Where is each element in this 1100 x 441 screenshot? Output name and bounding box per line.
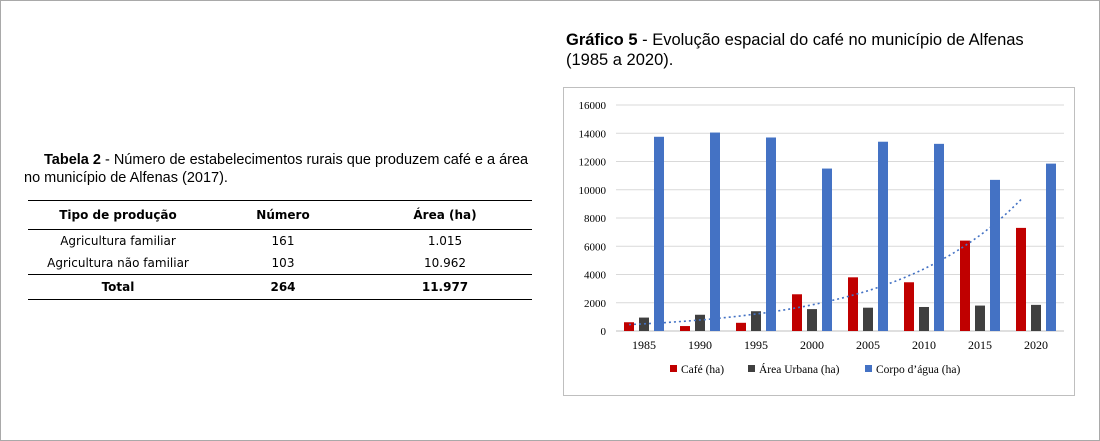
x-tick-label: 2020 bbox=[1024, 338, 1048, 352]
production-table bbox=[28, 200, 532, 300]
bar-area-urbana bbox=[807, 309, 817, 331]
cell-area: 10.962 bbox=[424, 256, 466, 270]
total-label: Total bbox=[28, 275, 208, 300]
y-tick-label: 0 bbox=[600, 326, 606, 338]
y-tick-label: 14000 bbox=[578, 128, 606, 141]
legend-label: Corpo d’água (ha) bbox=[876, 364, 961, 376]
cell-tipo: Agricultura familiar bbox=[60, 234, 176, 248]
bar-cafe bbox=[792, 294, 802, 331]
chart-container bbox=[563, 87, 1075, 396]
bar-cafe bbox=[736, 323, 746, 331]
table-total-row bbox=[28, 275, 532, 300]
x-tick-label: 2015 bbox=[968, 338, 992, 352]
header-numero: Número bbox=[208, 201, 358, 230]
table-row bbox=[28, 252, 532, 275]
chart-caption-label: Gráfico 5 bbox=[566, 31, 638, 49]
total-numero: 264 bbox=[208, 275, 358, 300]
cell-tipo: Agricultura não familiar bbox=[47, 256, 189, 270]
cell-numero: 161 bbox=[271, 234, 295, 248]
bar-cafe bbox=[848, 277, 858, 331]
cell-area: 1.015 bbox=[427, 234, 463, 248]
header-area: Área (ha) bbox=[358, 201, 532, 230]
bar-corpo-dagua bbox=[990, 180, 1000, 331]
table-row bbox=[28, 230, 532, 253]
table-caption-text: - Número de estabelecimentos rurais que produzem café e a área no município de Alfenas (2017). bbox=[24, 152, 529, 186]
cell-numero: 103 bbox=[271, 256, 295, 270]
bar-corpo-dagua bbox=[822, 169, 832, 331]
bar-area-urbana bbox=[919, 307, 929, 331]
y-tick-label: 4000 bbox=[584, 269, 606, 282]
total-area: 11.977 bbox=[358, 275, 532, 300]
bar-corpo-dagua bbox=[878, 142, 888, 331]
y-tick-label: 12000 bbox=[578, 156, 606, 169]
bar-corpo-dagua bbox=[1046, 164, 1056, 331]
bar-cafe bbox=[904, 282, 914, 331]
legend-swatch bbox=[670, 365, 677, 372]
bar-chart bbox=[564, 88, 1074, 395]
bar-cafe bbox=[960, 241, 970, 331]
table-caption bbox=[24, 151, 544, 187]
x-tick-label: 2010 bbox=[912, 338, 936, 352]
header-tipo: Tipo de produção bbox=[28, 201, 208, 230]
legend-swatch bbox=[748, 365, 755, 372]
y-tick-label: 2000 bbox=[584, 297, 606, 310]
legend-label: Área Urbana (ha) bbox=[759, 364, 840, 376]
bar-cafe bbox=[624, 322, 634, 331]
x-tick-label: 1985 bbox=[632, 338, 656, 352]
bar-area-urbana bbox=[863, 308, 873, 331]
bar-area-urbana bbox=[975, 306, 985, 331]
legend-swatch bbox=[865, 365, 872, 372]
x-tick-label: 2000 bbox=[800, 338, 824, 352]
bar-cafe bbox=[680, 326, 690, 331]
bar-area-urbana bbox=[695, 315, 705, 331]
bar-corpo-dagua bbox=[654, 137, 664, 331]
table-header-row bbox=[28, 201, 532, 230]
bar-area-urbana bbox=[1031, 305, 1041, 331]
table-caption-label: Tabela 2 bbox=[44, 152, 101, 168]
x-tick-label: 1990 bbox=[688, 338, 712, 352]
bar-cafe bbox=[1016, 228, 1026, 331]
y-tick-label: 6000 bbox=[584, 241, 606, 254]
x-tick-label: 1995 bbox=[744, 338, 768, 352]
x-tick-label: 2005 bbox=[856, 338, 880, 352]
y-tick-label: 16000 bbox=[578, 100, 606, 112]
legend-label: Café (ha) bbox=[681, 364, 725, 376]
y-tick-label: 10000 bbox=[578, 184, 606, 197]
bar-corpo-dagua bbox=[710, 133, 720, 331]
bar-corpo-dagua bbox=[934, 144, 944, 331]
y-tick-label: 8000 bbox=[584, 213, 606, 225]
chart-caption-text: - Evolução espacial do café no município de Alfenas (1985 a 2020). bbox=[566, 31, 1024, 69]
bar-corpo-dagua bbox=[766, 137, 776, 331]
chart-caption bbox=[566, 30, 1066, 70]
